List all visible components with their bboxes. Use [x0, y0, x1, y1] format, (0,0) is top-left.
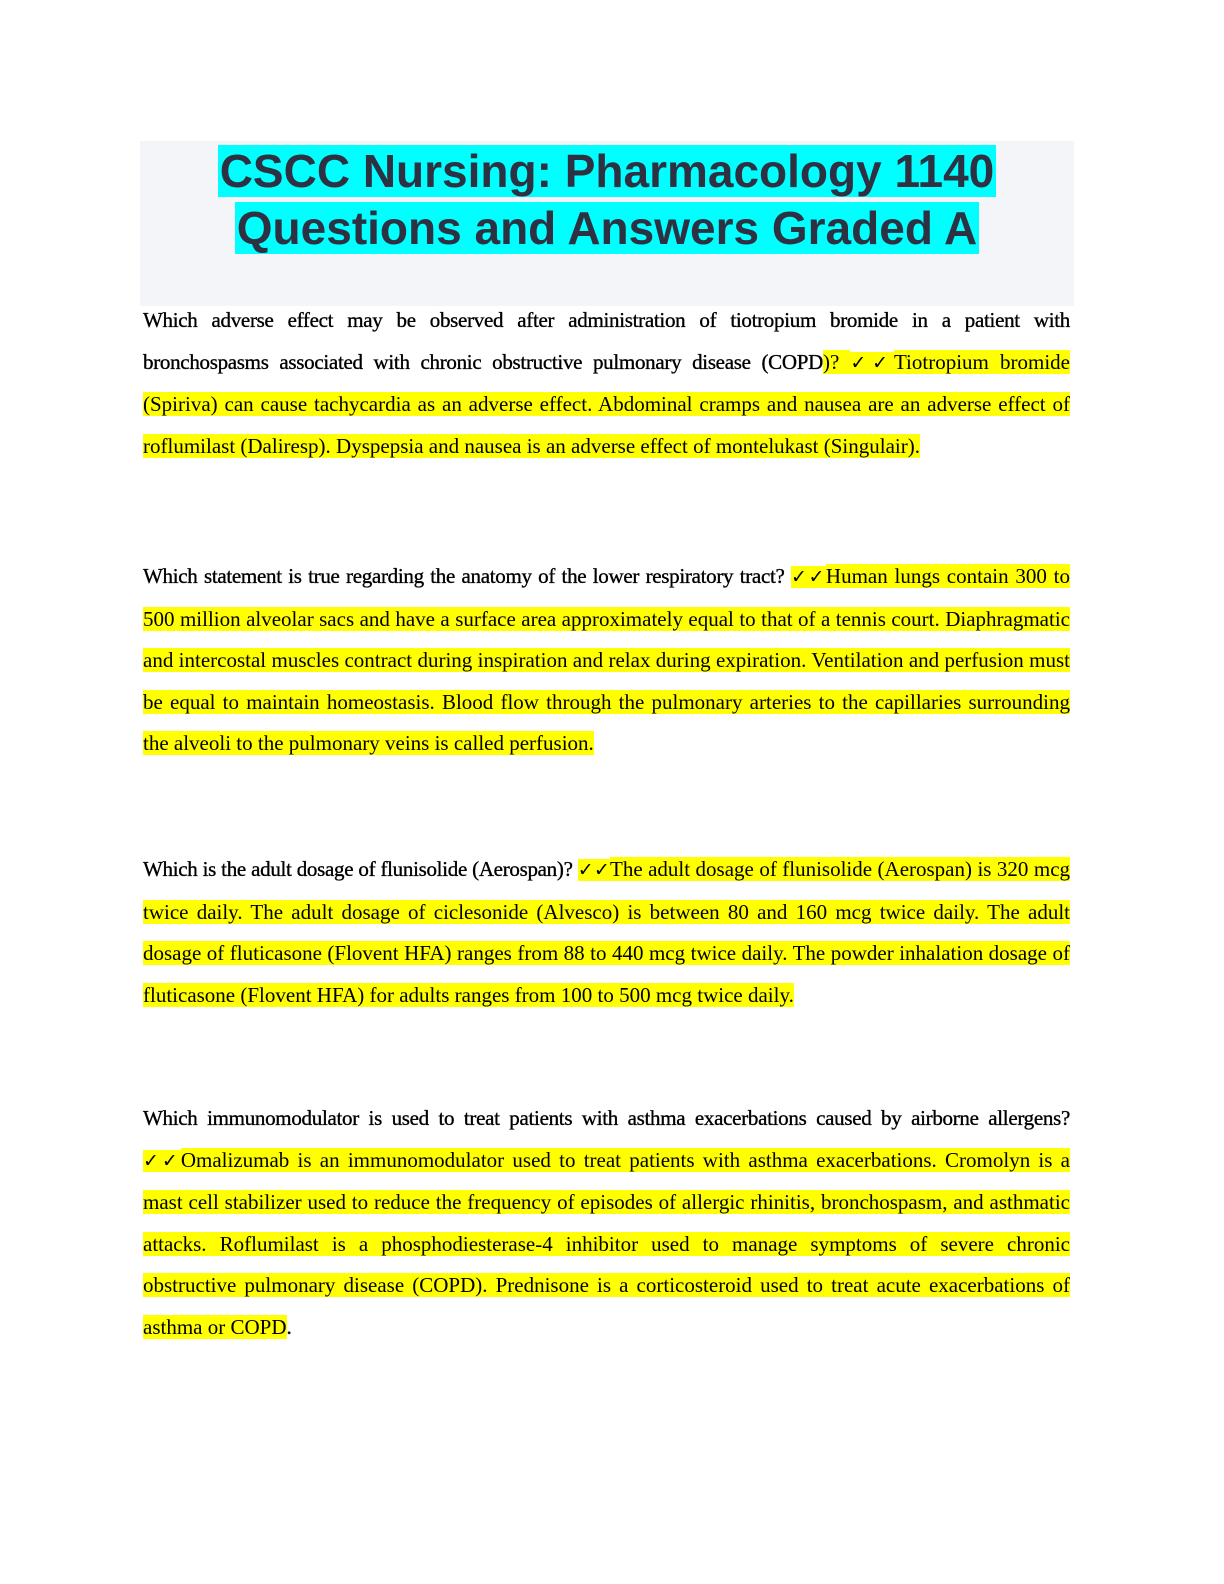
qa-item-1 [143, 300, 1070, 467]
title-block [140, 141, 1074, 306]
answer-text: Omalizumab is an immunomodulator used to treat patients with asthma exacerbations. Cromolyn is a mast cell stabilizer used to reduce the frequency of episodes of allergic rhinitis, bronchospasm, and asthmatic attacks. Roflumilast is a phosphodiesterase-4 inhibitor used to manage symptoms of severe chronic obstructive pulmonary disease (COPD). Prednisone is a corticosteroid used to treat acute exacerbations of asthma or COPD [143, 1147, 1070, 1339]
double-check-icon: ✓✓ [850, 351, 894, 374]
document-title-line-2: Questions and Answers Graded A [236, 202, 978, 254]
question-text: Which immunomodulator is used to treat patients with asthma exacerbations caused by airborne allergens? [143, 1106, 1070, 1130]
answer-text: Human lungs contain 300 to 500 million alveolar sacs and have a surface area approximately equal to that of a tennis court. Diaphragmatic and intercostal muscles contract during inspiration and relax during expiration. Ventilation and perfusion must be equal to maintain homeostasis. Blood flow through the pulmonary arteries to the capillaries surrounding the alveoli to the pulmonary veins is called perfusion. [143, 564, 1071, 755]
qa-item-3 [143, 849, 1070, 1016]
question-text: Which statement is true regarding the anatomy of the lower respiratory tract? [143, 564, 792, 588]
double-check-icon: ✓✓ [791, 566, 826, 588]
question-text: Which adverse effect may be observed after administration of tiotropium bromide in a patient with bronchospasms associated with chronic obstructive pulmonary disease (COPD [143, 308, 1070, 374]
answer-text: The adult dosage of flunisolide (Aerospan) is 320 mcg twice daily. The adult dosage of ciclesonide (Alvesco) is between 80 and 160 mcg twice daily. The adult dosage of fluticasone (Flovent HFA) ranges from 88 to 440 mcg twice daily. The powder inhalation dosage of fluticasone (Flovent HFA) for adults ranges from 100 to 500 mcg twice daily. [143, 857, 1071, 1007]
double-check-icon: ✓✓ [577, 859, 611, 881]
qa-item-2 [143, 556, 1070, 765]
question-tail: )? [822, 349, 851, 374]
qa-item-4 [143, 1098, 1070, 1348]
document-title-line-1: CSCC Nursing: Pharmacology 1140 [219, 145, 995, 197]
answer-text: Tiotropium bromide (Spiriva) can cause tachycardia as an adverse effect. Abdominal cramps and nausea are an adverse effect of roflumilast (Daliresp). Dyspepsia and nausea is an adverse effect of montelukast (Singulair). [143, 349, 1070, 458]
answer-end: . [286, 1314, 292, 1339]
double-check-icon: ✓✓ [143, 1149, 181, 1172]
question-text: Which is the adult dosage of flunisolide (Aerospan)? [143, 857, 578, 881]
